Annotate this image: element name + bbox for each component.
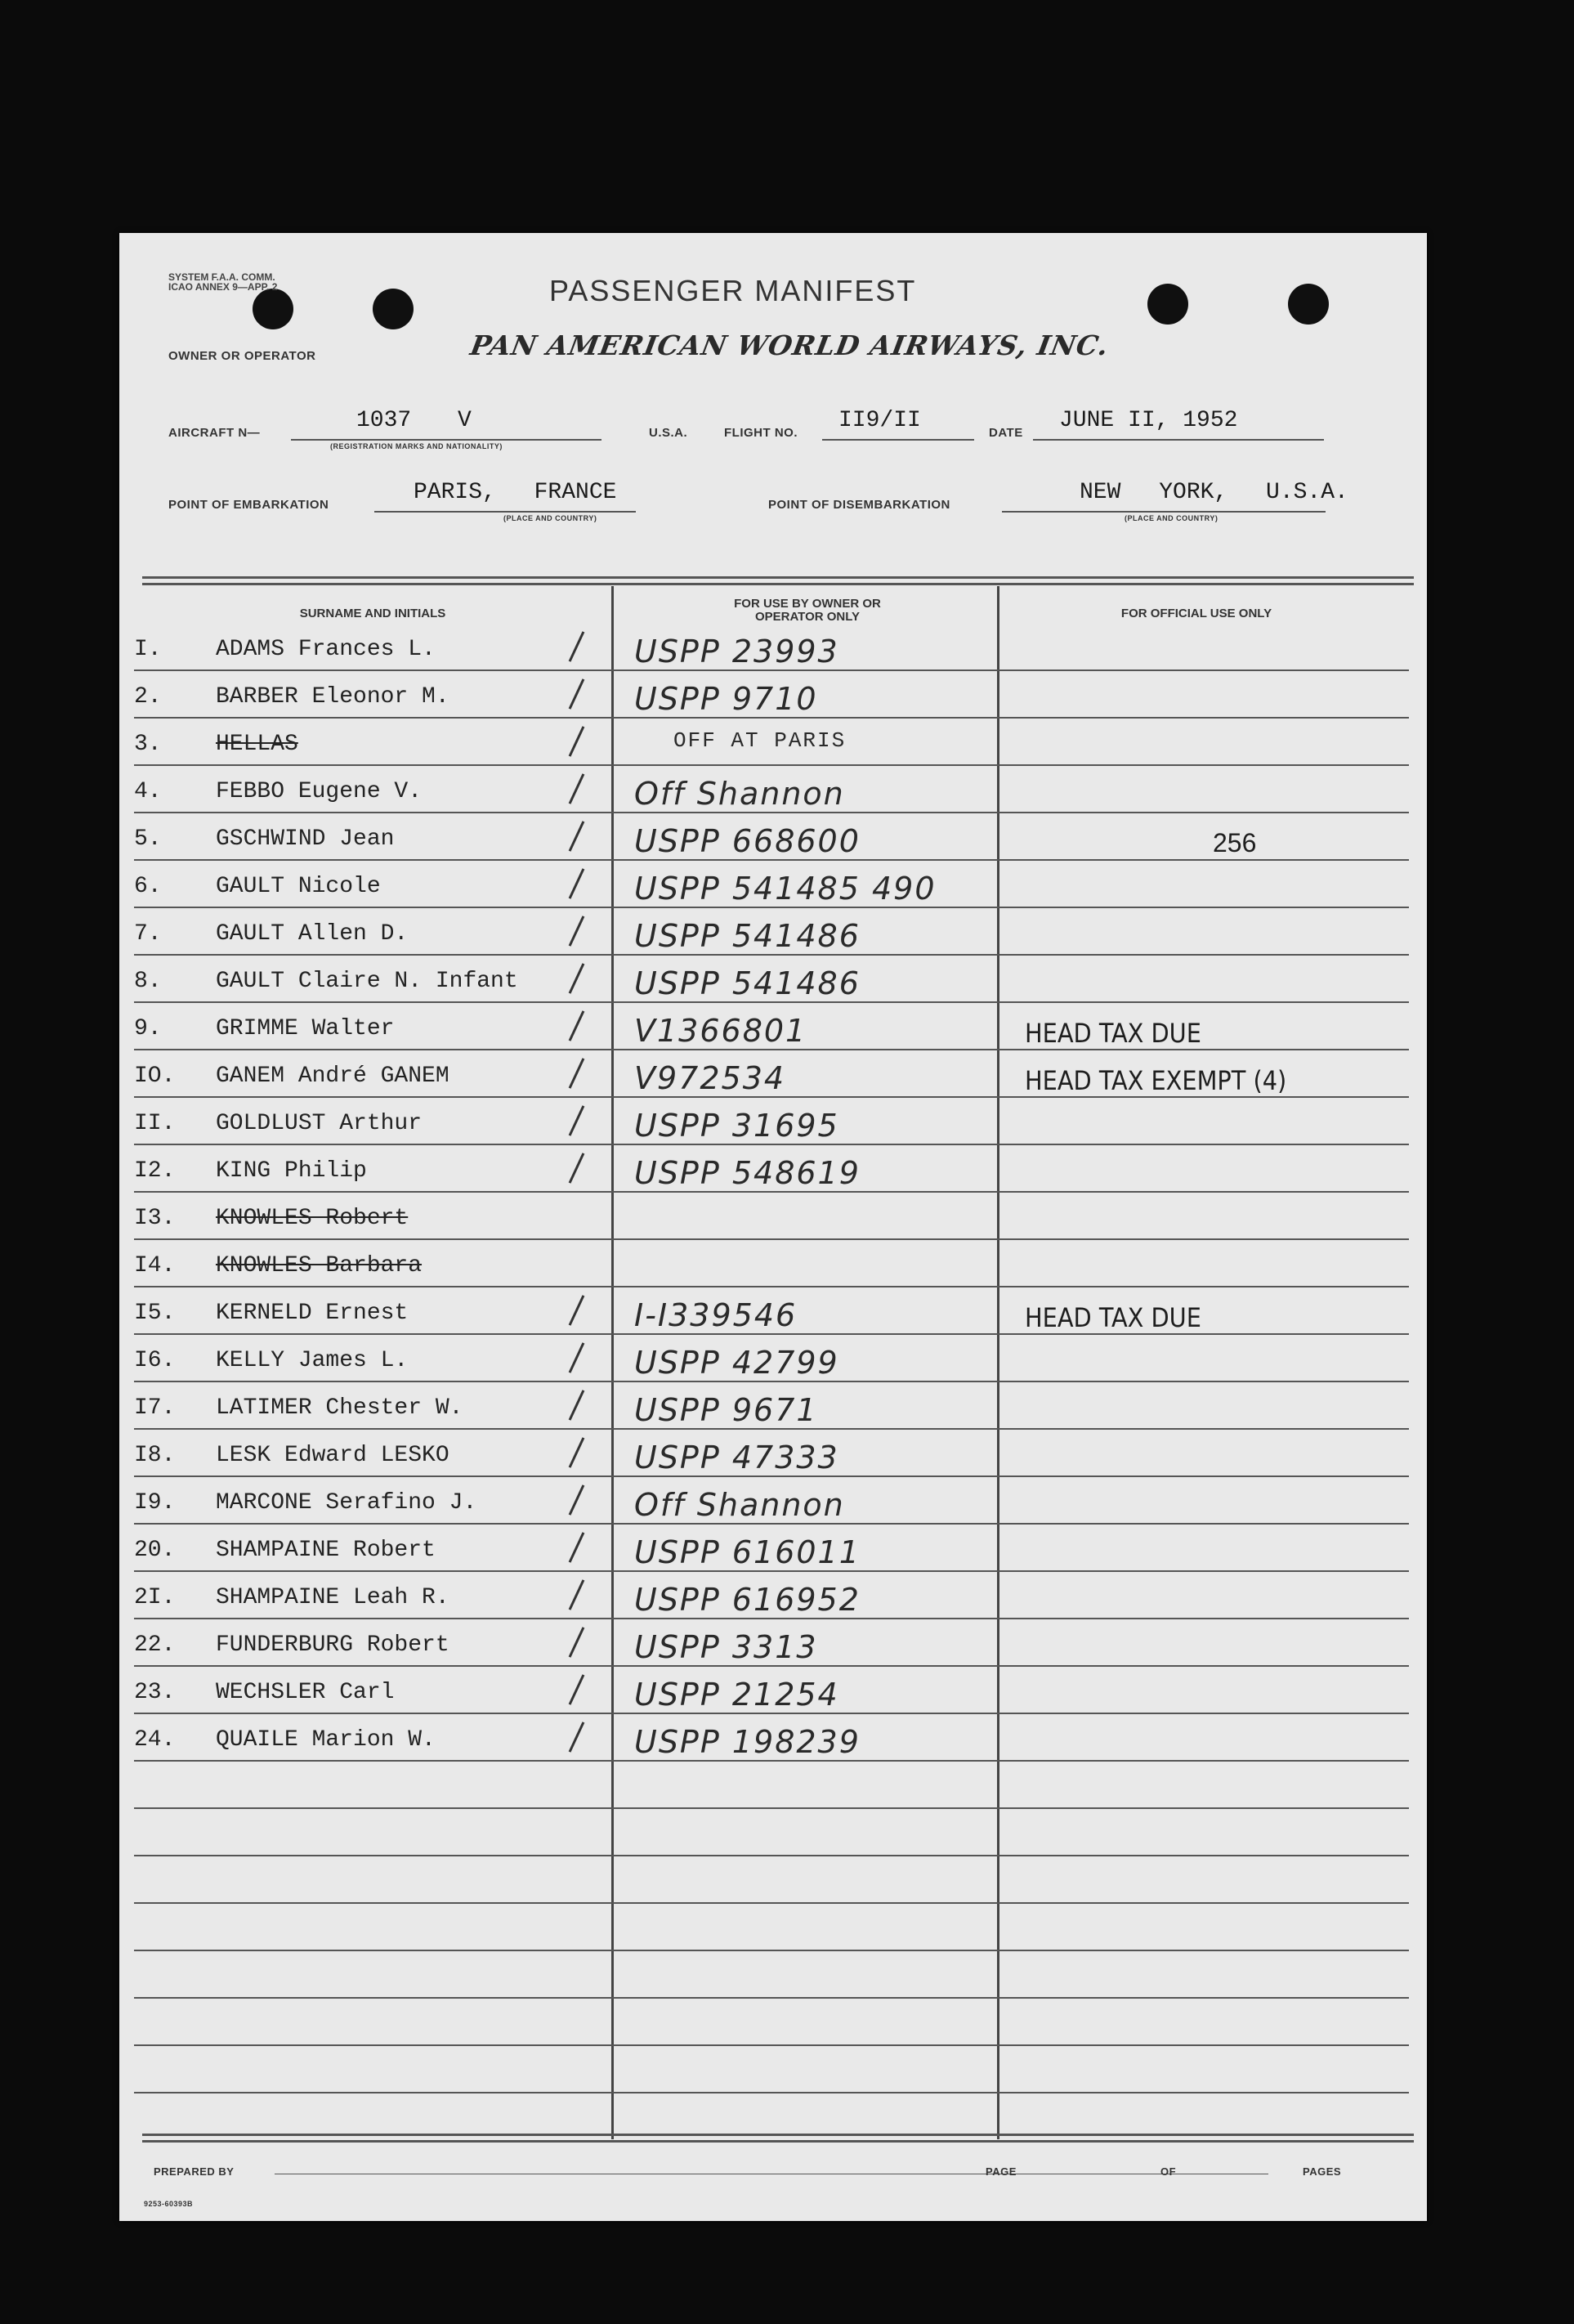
punch-hole — [253, 289, 293, 329]
disembark-value: NEW YORK, U.S.A. — [1080, 480, 1348, 505]
official-note: HEAD TAX DUE — [1025, 1018, 1201, 1049]
row-rule — [134, 1665, 1409, 1667]
aircraft-value: 1037 V — [356, 408, 472, 433]
row-number: 2. — [134, 684, 162, 710]
blank-rule — [134, 1997, 1409, 1999]
row-rule — [134, 954, 1409, 956]
row-rule — [134, 1475, 1409, 1477]
table-row — [134, 1717, 1409, 1765]
row-rule — [134, 1381, 1409, 1382]
passport-number: USPP 616011 — [634, 1534, 861, 1570]
passenger-name: GAULT Claire N. Infant — [216, 969, 518, 994]
row-rule — [134, 1049, 1409, 1050]
row-number: 23. — [134, 1680, 176, 1705]
column-header-surname: SURNAME AND INITIALS — [299, 607, 446, 620]
row-number: I9. — [134, 1490, 176, 1516]
usa-label: U.S.A. — [649, 426, 688, 440]
passenger-name: GOLDLUST Arthur — [216, 1111, 423, 1136]
table-row — [134, 1196, 1409, 1243]
blank-rule — [134, 1855, 1409, 1856]
table-row — [134, 1006, 1409, 1054]
table-row — [134, 674, 1409, 722]
row-number: 2I. — [134, 1585, 176, 1610]
passenger-name: ADAMS Frances L. — [216, 637, 436, 662]
check-mark-icon — [569, 631, 585, 662]
table-row — [134, 817, 1409, 864]
row-rule — [134, 1238, 1409, 1240]
passenger-name: WECHSLER Carl — [216, 1680, 395, 1705]
check-mark-icon — [569, 1342, 585, 1373]
form-reference: SYSTEM F.A.A. COMM. ICAO ANNEX 9—APP. 2 — [168, 271, 278, 293]
table-row — [134, 1670, 1409, 1717]
check-mark-icon — [569, 1722, 585, 1753]
embark-sublabel: (PLACE AND COUNTRY) — [503, 514, 597, 522]
row-number: I6. — [134, 1348, 176, 1373]
passenger-name: HELLAS — [216, 732, 298, 757]
row-number: I2. — [134, 1158, 176, 1184]
passenger-name: KERNELD Ernest — [216, 1301, 409, 1326]
passport-number: USPP 47333 — [634, 1440, 839, 1475]
table-row — [134, 769, 1409, 817]
row-rule — [134, 1144, 1409, 1145]
flight-label: FLIGHT NO. — [724, 426, 798, 440]
row-rule — [134, 1191, 1409, 1193]
passport-number: USPP 9671 — [634, 1392, 818, 1428]
passport-number: USPP 3313 — [634, 1629, 818, 1665]
prepared-by-label: PREPARED BY — [154, 2165, 235, 2178]
check-mark-icon — [569, 1390, 585, 1421]
passenger-name: KNOWLES Robert — [216, 1206, 409, 1231]
embark-label: POINT OF EMBARKATION — [168, 498, 329, 512]
passport-number: V1366801 — [634, 1013, 807, 1049]
blank-rule — [134, 1950, 1409, 1951]
row-rule — [134, 1523, 1409, 1525]
operator-name: PAN AMERICAN WORLD AIRWAYS, INC. — [467, 329, 1111, 361]
form-title: PASSENGER MANIFEST — [549, 274, 917, 307]
disembark-sublabel: (PLACE AND COUNTRY) — [1125, 514, 1219, 522]
blank-rule — [134, 2092, 1409, 2093]
table-row — [134, 1338, 1409, 1386]
passenger-name: MARCONE Serafino J. — [216, 1490, 477, 1516]
check-mark-icon — [569, 1484, 585, 1516]
row-rule — [134, 764, 1409, 766]
official-note: 256 — [1213, 828, 1257, 858]
passenger-name: LATIMER Chester W. — [216, 1395, 463, 1421]
row-number: 4. — [134, 779, 162, 804]
row-number: 22. — [134, 1632, 176, 1658]
punch-hole — [1147, 284, 1188, 325]
page-label: PAGE — [986, 2165, 1017, 2178]
table-row — [134, 1623, 1409, 1670]
blank-rule — [134, 1807, 1409, 1809]
check-mark-icon — [569, 1058, 585, 1089]
row-number: I7. — [134, 1395, 176, 1421]
passenger-name: GAULT Nicole — [216, 874, 381, 899]
passenger-name: GSCHWIND Jean — [216, 826, 395, 852]
table-row — [134, 627, 1409, 674]
check-mark-icon — [569, 1295, 585, 1326]
row-rule — [134, 1428, 1409, 1430]
table-row — [134, 1528, 1409, 1575]
passport-number: USPP 198239 — [634, 1724, 861, 1760]
official-note: HEAD TAX EXEMPT (4) — [1025, 1065, 1287, 1096]
passenger-name: GRIMME Walter — [216, 1016, 395, 1041]
row-number: II. — [134, 1111, 176, 1136]
passport-number: V972534 — [634, 1060, 786, 1096]
check-mark-icon — [569, 726, 585, 757]
table-row — [134, 1480, 1409, 1528]
check-mark-icon — [569, 1532, 585, 1563]
check-mark-icon — [569, 868, 585, 899]
row-rule — [134, 907, 1409, 908]
check-mark-icon — [569, 821, 585, 852]
row-rule — [134, 1096, 1409, 1098]
check-mark-icon — [569, 1437, 585, 1468]
table-row — [134, 1433, 1409, 1480]
passport-number: USPP 548619 — [634, 1155, 861, 1191]
row-rule — [134, 717, 1409, 719]
row-number: IO. — [134, 1063, 176, 1089]
table-row — [134, 1386, 1409, 1433]
passport-number: USPP 42799 — [634, 1345, 839, 1381]
check-mark-icon — [569, 963, 585, 994]
row-number: 9. — [134, 1016, 162, 1041]
passenger-name: BARBER Eleonor M. — [216, 684, 449, 710]
row-number: I8. — [134, 1443, 176, 1468]
row-number: 6. — [134, 874, 162, 899]
blank-rule — [134, 2044, 1409, 2046]
row-rule — [134, 859, 1409, 861]
row-number: I5. — [134, 1301, 176, 1326]
passenger-name: FEBBO Eugene V. — [216, 779, 423, 804]
column-header-official-use: FOR OFFICIAL USE ONLY — [1120, 607, 1272, 620]
check-mark-icon — [569, 773, 585, 804]
official-note: HEAD TAX DUE — [1025, 1302, 1201, 1333]
table-row — [134, 959, 1409, 1006]
punch-hole — [1288, 284, 1329, 325]
row-number: 3. — [134, 732, 162, 757]
passport-number: USPP 21254 — [634, 1677, 839, 1713]
passport-number: OFF AT PARIS — [673, 728, 847, 753]
passenger-name: SHAMPAINE Robert — [216, 1538, 436, 1563]
check-mark-icon — [569, 1579, 585, 1610]
flight-value: II9/II — [838, 408, 921, 433]
table-row — [134, 1291, 1409, 1338]
check-mark-icon — [569, 1674, 585, 1705]
passport-number: USPP 541486 — [634, 918, 861, 954]
row-number: 24. — [134, 1727, 176, 1753]
passport-number: I-I339546 — [634, 1297, 798, 1333]
column-header-owner-use: FOR USE BY OWNER OR OPERATOR ONLY — [734, 597, 881, 624]
passport-number: Off Shannon — [634, 1487, 845, 1523]
table-row — [134, 1101, 1409, 1149]
owner-label: OWNER OR OPERATOR — [168, 349, 316, 363]
passport-number: Off Shannon — [634, 776, 845, 812]
embark-value: PARIS, FRANCE — [414, 480, 617, 505]
passenger-name: FUNDERBURG Robert — [216, 1632, 449, 1658]
row-number: 8. — [134, 969, 162, 994]
aircraft-label: AIRCRAFT N— — [168, 426, 261, 440]
passenger-name: QUAILE Marion W. — [216, 1727, 436, 1753]
passport-number: USPP 616952 — [634, 1582, 861, 1618]
form-number: 9253-60393B — [144, 2200, 194, 2208]
passenger-name: SHAMPAINE Leah R. — [216, 1585, 449, 1610]
date-label: DATE — [989, 426, 1023, 440]
check-mark-icon — [569, 1010, 585, 1041]
passenger-name: KELLY James L. — [216, 1348, 409, 1373]
row-number: I3. — [134, 1206, 176, 1231]
passenger-name: LESK Edward LESKO — [216, 1443, 449, 1468]
disembark-label: POINT OF DISEMBARKATION — [768, 498, 950, 512]
pages-label: PAGES — [1303, 2165, 1342, 2178]
check-mark-icon — [569, 1153, 585, 1184]
row-rule — [134, 1713, 1409, 1714]
punch-hole — [373, 289, 414, 329]
passenger-name: KNOWLES Barbara — [216, 1253, 423, 1278]
passport-number: USPP 541485 490 — [634, 871, 937, 907]
passport-number: USPP 31695 — [634, 1108, 839, 1144]
passport-number: USPP 668600 — [634, 823, 861, 859]
table-row — [134, 1149, 1409, 1196]
date-value: JUNE II, 1952 — [1059, 408, 1238, 433]
row-number: I. — [134, 637, 162, 662]
row-rule — [134, 669, 1409, 671]
table-row — [134, 1054, 1409, 1101]
row-number: I4. — [134, 1253, 176, 1278]
row-rule — [134, 1001, 1409, 1003]
row-rule — [134, 1333, 1409, 1335]
check-mark-icon — [569, 1105, 585, 1136]
row-number: 5. — [134, 826, 162, 852]
of-label: OF — [1160, 2165, 1177, 2178]
check-mark-icon — [569, 1627, 585, 1658]
passenger-name: GAULT Allen D. — [216, 921, 409, 947]
check-mark-icon — [569, 916, 585, 947]
blank-rule — [134, 1902, 1409, 1904]
table-row — [134, 1575, 1409, 1623]
table-row — [134, 1243, 1409, 1291]
passport-number: USPP 541486 — [634, 965, 861, 1001]
table-row — [134, 911, 1409, 959]
manifest-sheet — [119, 233, 1427, 2221]
row-number: 20. — [134, 1538, 176, 1563]
row-number: 7. — [134, 921, 162, 947]
table-row — [134, 864, 1409, 911]
table-row — [134, 722, 1409, 769]
passport-number: USPP 23993 — [634, 634, 839, 669]
row-rule — [134, 1286, 1409, 1287]
check-mark-icon — [569, 678, 585, 710]
row-rule — [134, 1570, 1409, 1572]
aircraft-sublabel: (REGISTRATION MARKS AND NATIONALITY) — [330, 442, 503, 450]
passport-number: USPP 9710 — [634, 681, 818, 717]
row-rule — [134, 1760, 1409, 1762]
passenger-name: GANEM André GANEM — [216, 1063, 449, 1089]
row-rule — [134, 1618, 1409, 1619]
passenger-name: KING Philip — [216, 1158, 367, 1184]
row-rule — [134, 812, 1409, 813]
